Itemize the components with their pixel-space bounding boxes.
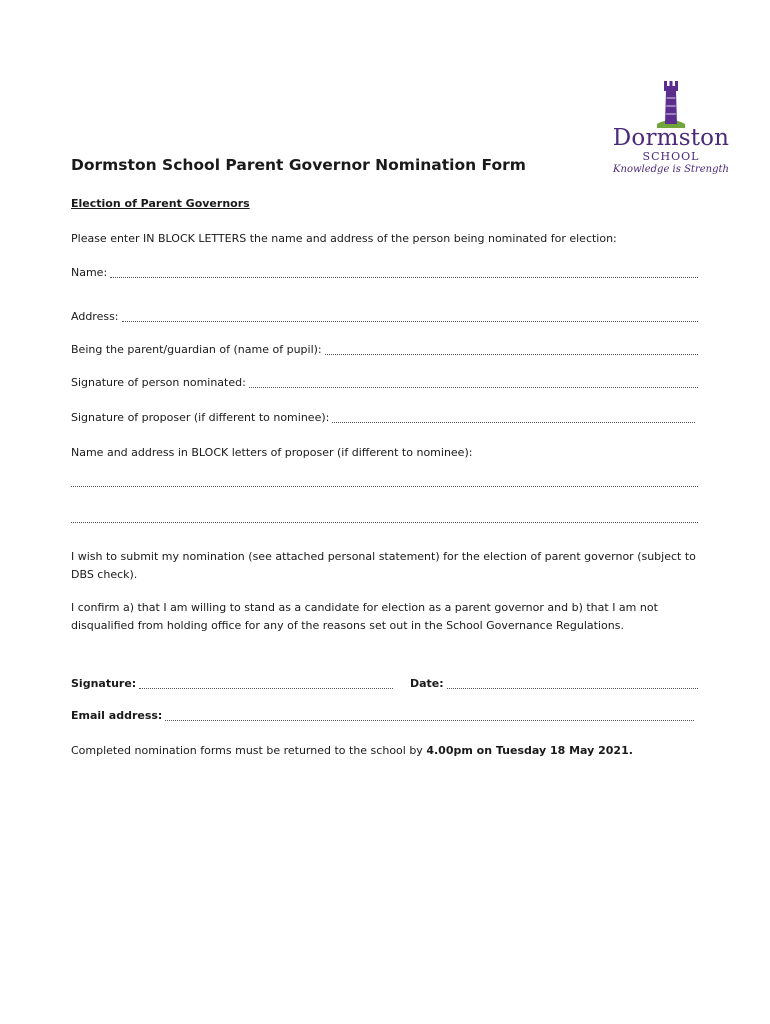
- nominee-signature-line[interactable]: [249, 383, 698, 388]
- footer-text: Completed nomination forms must be returned to the school by: [71, 744, 427, 757]
- address-label: Address:: [71, 310, 119, 323]
- name-line[interactable]: [110, 273, 698, 278]
- pupil-name-label: Being the parent/guardian of (name of pupil):: [71, 343, 322, 356]
- proposer-address-line-2[interactable]: [71, 518, 698, 523]
- proposer-signature-label: Signature of proposer (if different to nominee):: [71, 411, 330, 424]
- confirm-text: I confirm a) that I am willing to stand as a candidate for election as a parent governor and b) that I am not disqualified from holding office for any of the reasons set out in the School Governance Regulations.: [71, 601, 658, 632]
- date-field[interactable]: [410, 676, 698, 692]
- proposer-signature-line[interactable]: [332, 418, 695, 423]
- pupil-name-line[interactable]: [325, 350, 698, 355]
- date-line[interactable]: [447, 684, 698, 689]
- page-title: Dormston School Parent Governor Nomination Form: [71, 156, 526, 174]
- pupil-name-field[interactable]: [71, 342, 698, 358]
- deadline-text: 4.00pm on Tuesday 18 May 2021.: [426, 744, 633, 757]
- logo-motto: Knowledge is Strength: [613, 164, 729, 175]
- date-label: Date:: [410, 677, 444, 690]
- instruction-text: Please enter IN BLOCK LETTERS the name and address of the person being nominated for election:: [71, 232, 617, 245]
- email-field[interactable]: [71, 708, 694, 724]
- address-field[interactable]: [71, 309, 698, 325]
- email-line[interactable]: [165, 716, 694, 721]
- proposer-address-line-1[interactable]: [71, 482, 698, 487]
- signature-date-row: [71, 676, 698, 694]
- name-field[interactable]: [71, 265, 698, 281]
- tower-icon: [653, 78, 689, 128]
- address-line[interactable]: [122, 317, 698, 322]
- statement-text: I wish to submit my nomination (see attached personal statement) for the election of parent governor (subject to DBS check).: [71, 550, 696, 581]
- name-label: Name:: [71, 266, 108, 279]
- signature-label: Signature:: [71, 677, 137, 690]
- logo-name: Dormston: [612, 125, 730, 151]
- proposer-signature-field[interactable]: [71, 410, 695, 426]
- signature-field[interactable]: [71, 676, 393, 692]
- section-heading: Election of Parent Governors: [71, 197, 250, 210]
- logo-school: SCHOOL: [642, 150, 700, 163]
- school-logo: [606, 78, 736, 178]
- footer-note: [71, 742, 633, 760]
- nominee-signature-field[interactable]: [71, 375, 698, 391]
- signature-line[interactable]: [139, 684, 393, 689]
- email-label: Email address:: [71, 709, 163, 722]
- proposer-heading: Name and address in BLOCK letters of proposer (if different to nominee):: [71, 446, 473, 459]
- nominee-signature-label: Signature of person nominated:: [71, 376, 246, 389]
